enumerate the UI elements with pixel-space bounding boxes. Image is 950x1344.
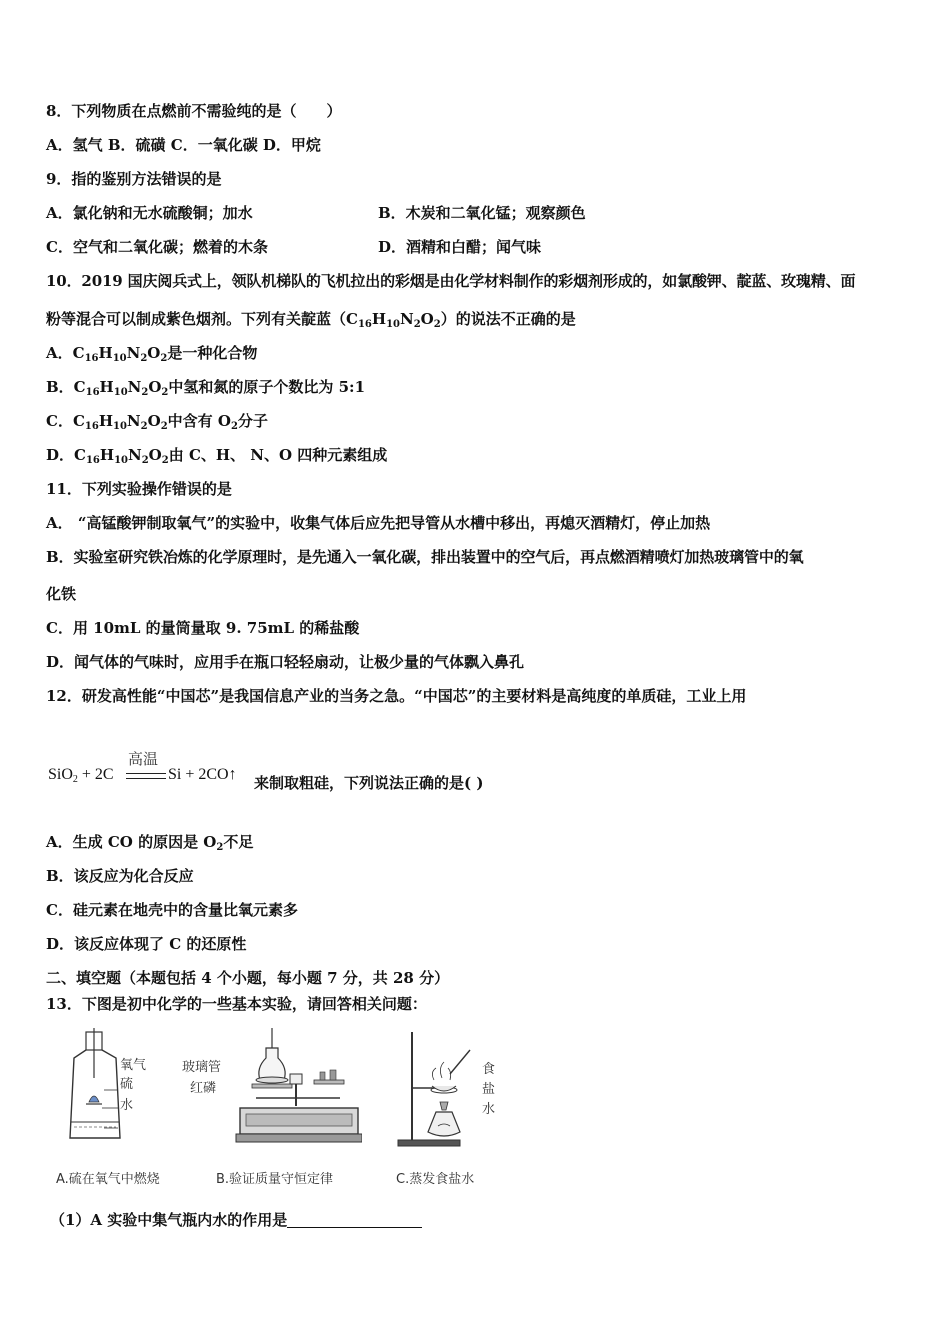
- eq-left: [48, 766, 114, 784]
- q8-options: A．氢气 B．硫磺 C．一氧化碳 D．甲烷: [46, 136, 321, 154]
- sub: 2: [160, 421, 168, 432]
- q13-sub1: [50, 1210, 422, 1230]
- text: 是一种化合物: [167, 344, 258, 362]
- fig-a-label-water: 水: [120, 1098, 134, 1113]
- q12-option-c: C．硅元素在地壳中的含量比氧元素多: [46, 901, 298, 919]
- formula-letter: O: [420, 310, 434, 328]
- eq-double-line: [126, 773, 166, 779]
- sub: 2: [433, 319, 441, 330]
- q13-stem: 13．下图是初中化学的一些基本实验，请回答相关问题：: [46, 995, 427, 1013]
- q9-row1: [46, 203, 253, 223]
- formula-letter: O: [147, 344, 161, 362]
- q11-option-b-line2: 化铁: [46, 585, 77, 603]
- sub: 2: [161, 455, 169, 466]
- q12-option-a: [46, 832, 253, 852]
- sub: 2: [72, 774, 78, 785]
- sub: 2: [161, 387, 169, 398]
- sub: 16: [84, 353, 99, 364]
- sub: 2: [140, 353, 148, 364]
- q12-stem: 12．研发高性能“中国芯”是我国信息产业的当务之急。“中国芯”的主要材料是高纯度的单质硅，工业上用: [46, 687, 747, 705]
- q11-option-c: C．用 10mL 的量筒量取 9. 75mL 的稀盐酸: [46, 619, 360, 637]
- formula-letter: N: [126, 412, 141, 430]
- eq-right: Si + 2CO↑: [168, 766, 237, 783]
- fig-a-label-oxygen: 氧气: [120, 1058, 147, 1073]
- formula-letter: O: [148, 446, 162, 464]
- label: A．C: [46, 344, 85, 362]
- label: C．C: [46, 412, 85, 430]
- sub: 2: [413, 319, 421, 330]
- sub: 16: [357, 319, 372, 330]
- q10-option-d: [46, 445, 387, 465]
- text: 分子: [237, 412, 268, 430]
- text: 由 C、H、 N、O 四种元素组成: [168, 446, 388, 464]
- sub: 2: [230, 421, 238, 432]
- formula-letter: H: [99, 446, 115, 464]
- eq-plus-2c: + 2C: [81, 766, 114, 783]
- fig-c-label-1: 食: [482, 1062, 496, 1077]
- q11-stem: 11．下列实验操作错误的是: [46, 480, 232, 498]
- q12-option-d: D．该反应体现了 C 的还原性: [46, 935, 247, 953]
- chemical-equation: [46, 748, 526, 792]
- formula-letter: H: [98, 412, 113, 430]
- sub: 2: [141, 387, 149, 398]
- q9-stem: 9．指的鉴别方法错误的是: [46, 170, 222, 188]
- q9-option-d: D．酒精和白醋；闻气味: [378, 238, 542, 256]
- sub: 2: [140, 421, 148, 432]
- q12-option-b: B．该反应为化合反应: [46, 867, 194, 885]
- formula-letter: N: [127, 378, 142, 396]
- sub: 16: [84, 421, 99, 432]
- sub: 10: [113, 421, 127, 432]
- sub: 10: [113, 387, 128, 398]
- q10-stem2-pre: 粉等混合可以制成紫色烟剂。下列有关靛蓝（C: [46, 310, 358, 328]
- fig-b-label-phosphorus: 红磷: [190, 1081, 217, 1096]
- sub: 16: [85, 455, 100, 466]
- q11-option-a: A． “高锰酸钾制取氧气”的实验中，收集气体后应先把导管从水槽中移出，再熄灭酒精灯，停止加热: [46, 514, 711, 532]
- sub: 2: [141, 455, 149, 466]
- q10-stem-line2: [46, 309, 576, 329]
- q9-option-a: A．氯化钠和无水硫酸铜；加水: [46, 204, 253, 222]
- q11-option-b-line1: B．实验室研究铁冶炼的化学原理时，是先通入一氧化碳，排出装置中的空气后，再点燃酒精喷灯加热玻璃管中的氧: [46, 548, 804, 566]
- text: 中含有 O: [167, 412, 231, 430]
- q10-stem2-post: ）的说法不正确的是: [440, 310, 576, 328]
- formula-letter: O: [148, 378, 162, 396]
- fig-a-caption: A.硫在氧气中燃烧: [56, 1172, 160, 1187]
- eq-condition: 高温: [128, 750, 159, 768]
- q10-stem-line1: 10．2019 国庆阅兵式上，领队机梯队的飞机拉出的彩烟是由化学材料制作的彩烟剂形成的，如氯酸钾、靛蓝、玫瑰精、面: [46, 272, 856, 290]
- fig-b-label-tube: 玻璃管: [182, 1060, 222, 1075]
- figure-c-evaporation: [394, 1028, 484, 1150]
- text: 中氢和氮的原子个数比为 5:1: [168, 378, 366, 396]
- fig-c-caption: C.蒸发食盐水: [396, 1172, 475, 1187]
- sub: 10: [112, 353, 127, 364]
- q10-option-b: [46, 377, 365, 397]
- q8-stem: 8．下列物质在点燃前不需验纯的是（ ）: [46, 102, 342, 120]
- label: B．C: [46, 378, 86, 396]
- label: D．C: [46, 446, 86, 464]
- sub: 2: [160, 353, 168, 364]
- figure-b-balance: [232, 1028, 362, 1148]
- formula-letter: O: [147, 412, 161, 430]
- sub: 2: [216, 842, 224, 853]
- answer-blank[interactable]: [287, 1211, 422, 1228]
- sub: 10: [386, 319, 400, 330]
- q11-option-d: D．闻气体的气味时，应用手在瓶口轻轻扇动，让极少量的气体飘入鼻孔: [46, 653, 525, 671]
- section-title: 二、填空题（本题包括 4 个小题，每小题 7 分，共 28 分）: [46, 969, 450, 987]
- fig-c-label-2: 盐: [482, 1082, 496, 1097]
- text: A．生成 CO 的原因是 O: [46, 833, 217, 851]
- figure-a-gas-bottle: [58, 1028, 158, 1148]
- q13-sub1-text: （1）A 实验中集气瓶内水的作用是: [50, 1211, 288, 1229]
- formula-letter: H: [371, 310, 387, 328]
- fig-a-label-sulfur: 硫: [120, 1077, 134, 1092]
- formula-letter: N: [127, 446, 142, 464]
- sub: 16: [85, 387, 100, 398]
- q10-option-a: [46, 343, 257, 363]
- formula-letter: H: [98, 344, 113, 362]
- q9-option-b: B．木炭和二氧化锰；观察颜色: [378, 204, 586, 222]
- text: 不足: [223, 833, 254, 851]
- eq-sio: SiO: [48, 766, 73, 783]
- sub: 10: [114, 455, 128, 466]
- formula-letter: N: [399, 310, 414, 328]
- fig-c-label-3: 水: [482, 1102, 496, 1117]
- formula-letter: N: [126, 344, 141, 362]
- q10-option-c: [46, 411, 268, 431]
- formula-letter: H: [99, 378, 114, 396]
- eq-tail: 来制取粗硅，下列说法正确的是( ): [254, 774, 484, 792]
- q9-option-c: C．空气和二氧化碳；燃着的木条: [46, 238, 268, 256]
- fig-b-caption: B.验证质量守恒定律: [216, 1172, 334, 1187]
